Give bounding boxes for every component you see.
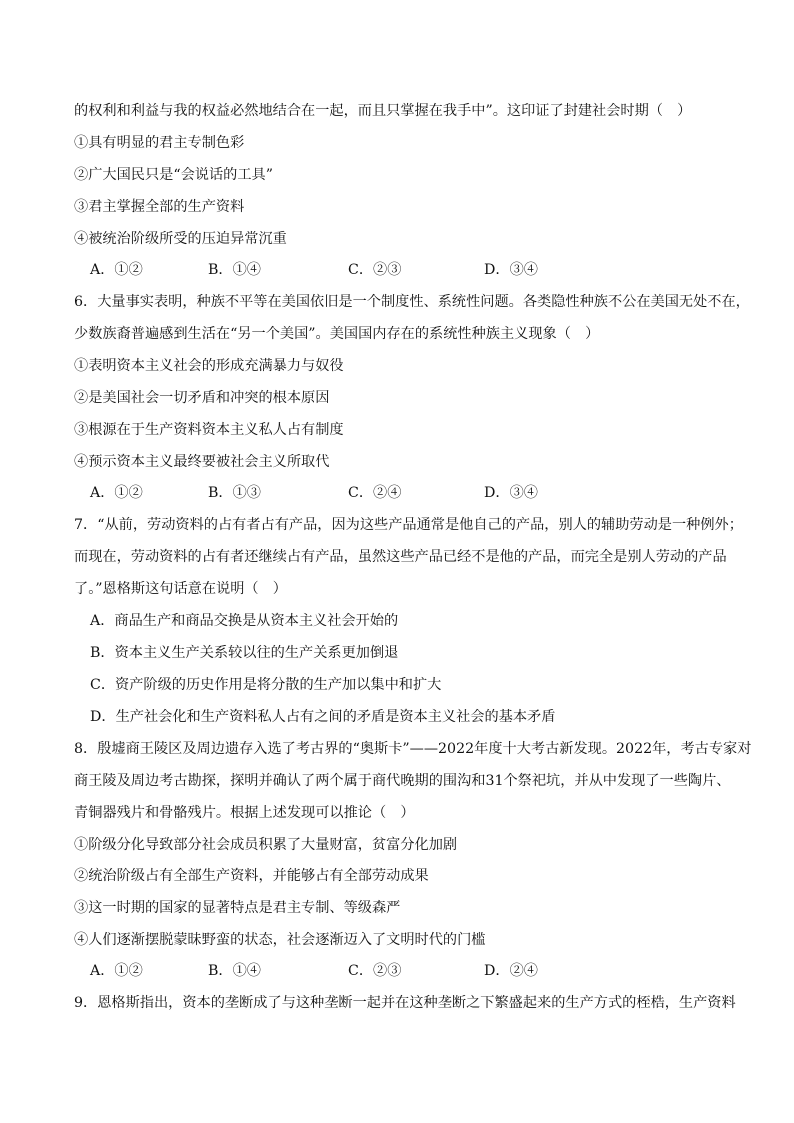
q6-option-d: D．③④ [484,485,538,501]
q7-option-d: D．生产社会化和生产资料私人占有之间的矛盾是资本主义社会的基本矛盾 [90,709,556,725]
q5-option-a: A．①② [90,262,143,278]
q6-statement-3: ③根源在于生产资料资本主义私人占有制度 [74,422,344,438]
q8-statement-3: ③这一时期的国家的显著特点是君主专制、等级森严 [74,900,401,916]
q8-option-a: A．①② [90,963,143,979]
q6-stem-line-1: 6．大量事实表明，种族不平等在美国依旧是一个制度性、系统性问题。各类隐性种族不公在美国无处不在， [74,294,750,310]
q8-option-c: C．②③ [348,963,402,979]
q8-statement-2: ②统治阶级占有全部生产资料，并能够占有全部劳动成果 [74,868,429,884]
q6-stem-line-2: 少数族裔普遍感到生活在“另一个美国”。美国国内存在的系统性种族主义现象（ ） [74,326,600,342]
q5-option-b: B．①④ [208,262,261,278]
q8-stem-line-2: 商王陵及周边考古勘探，探明并确认了两个属于商代晚期的围沟和31个祭祀坑，并从中发现了一些陶片、 [74,773,731,789]
q6-statement-1: ①表明资本主义社会的形成充满暴力与奴役 [74,358,344,374]
q6-option-b: B．①③ [208,485,261,501]
q6-option-a: A．①② [90,485,143,501]
q5-statement-2: ②广大国民只是“会说话的工具” [74,167,273,183]
q8-stem-line-1: 8．殷墟商王陵区及周边遗存入选了考古界的“奥斯卡”——2022年度十大考古新发现。2022年，考古专家对 [74,741,752,757]
q5-statement-4: ④被统治阶级所受的压迫异常沉重 [74,231,287,247]
q5-stem-line: 的权利和利益与我的权益必然地结合在一起，而且只掌握在我手中”。这印证了封建社会时期（ ） [74,103,692,119]
q7-stem-line-1: 7．“从前，劳动资料的占有者占有产品，因为这些产品通常是他自己的产品，别人的辅助劳动是一种例外； [74,517,743,533]
q8-option-d: D．②④ [484,963,538,979]
q7-option-b: B．资本主义生产关系较以往的生产关系更加倒退 [90,645,399,661]
q6-option-c: C．②④ [348,485,402,501]
q6-statement-4: ④预示资本主义最终要被社会主义所取代 [74,454,330,470]
q7-stem-line-2: 而现在，劳动资料的占有者还继续占有产品，虽然这些产品已经不是他的产品，而完全是别人劳动的产品 [74,549,727,565]
q5-statement-1: ①具有明显的君主专制色彩 [74,135,245,151]
q7-option-c: C．资产阶级的历史作用是将分散的生产加以集中和扩大 [90,677,442,693]
q8-stem-line-3: 青铜器残片和骨骼残片。根据上述发现可以推论（ ） [74,805,415,821]
q8-statement-1: ①阶级分化导致部分社会成员积累了大量财富，贫富分化加剧 [74,837,458,853]
q9-stem-line-1: 9．恩格斯指出，资本的垄断成了与这种垄断一起并在这种垄断之下繁盛起来的生产方式的桎梏，生产资料 [74,995,736,1011]
q8-statement-4: ④人们逐渐摆脱蒙昧野蛮的状态，社会逐渐迈入了文明时代的门槛 [74,932,486,948]
q5-statement-3: ③君主掌握全部的生产资料 [74,199,245,215]
q5-option-c: C．②③ [348,262,402,278]
q7-option-a: A．商品生产和商品交换是从资本主义社会开始的 [90,613,399,629]
q8-option-b: B．①④ [208,963,261,979]
q5-option-d: D．③④ [484,262,538,278]
q6-statement-2: ②是美国社会一切矛盾和冲突的根本原因 [74,390,330,406]
q7-stem-line-3: 了。”恩格斯这句话意在说明（ ） [74,581,287,597]
